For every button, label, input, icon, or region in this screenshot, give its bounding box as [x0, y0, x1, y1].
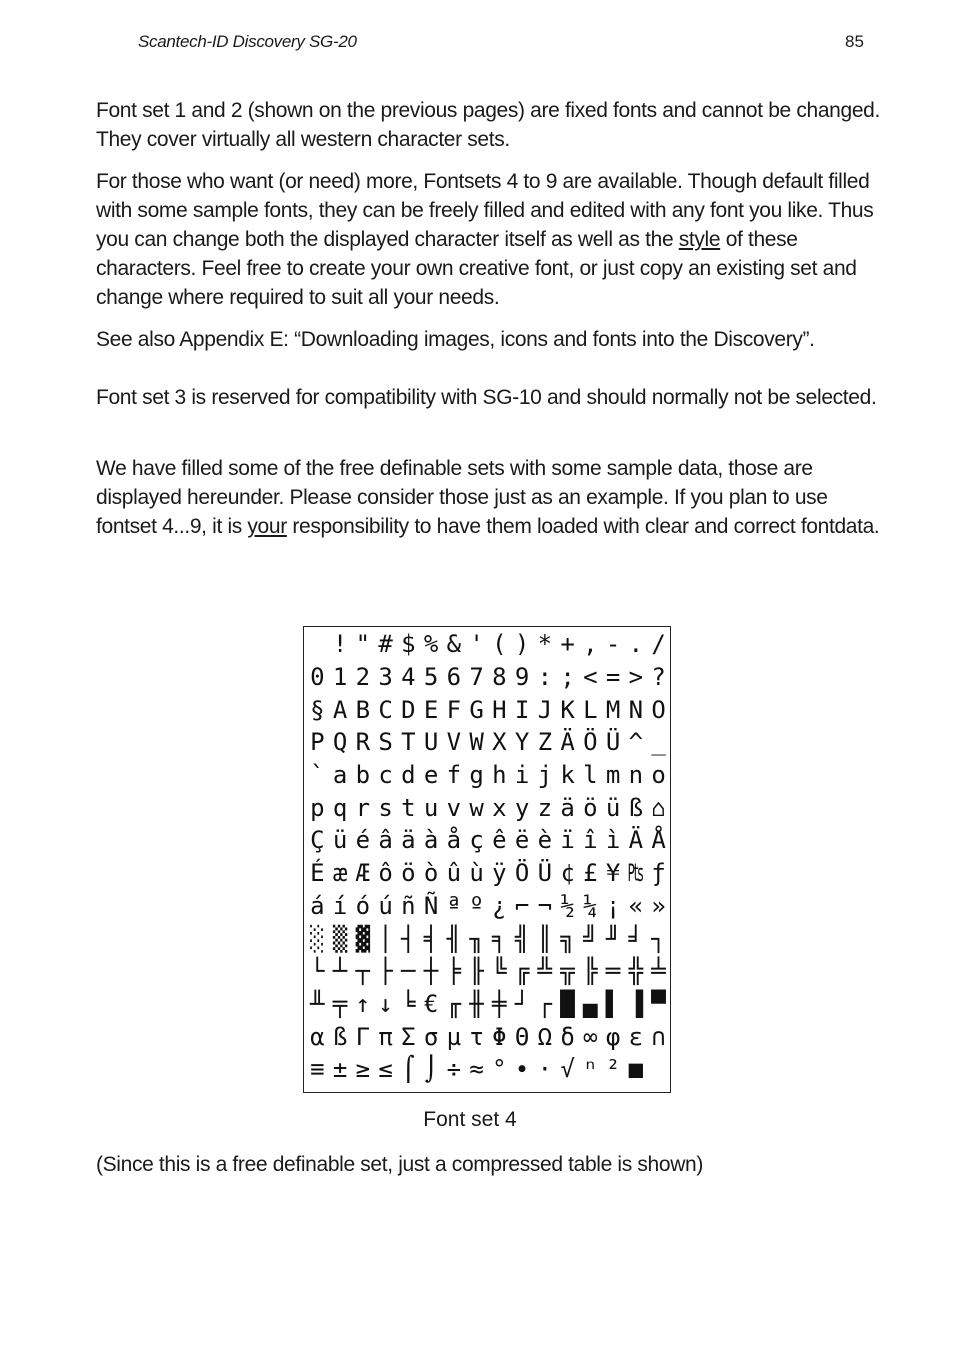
font-glyph: ï — [560, 826, 575, 855]
font-glyph: ≥ — [355, 1055, 371, 1084]
font-glyph: ╦ — [560, 957, 575, 986]
font-glyph: ñ — [401, 891, 416, 920]
font-glyph: σ — [423, 1022, 439, 1051]
font-glyph: ε — [628, 1022, 644, 1051]
font-glyph: j — [537, 761, 553, 790]
font-glyph: Ö — [514, 859, 530, 888]
font-glyph: W — [469, 728, 484, 757]
font-glyph: x — [492, 793, 507, 822]
font-glyph: ═ — [605, 957, 621, 986]
font-glyph: ¬ — [537, 891, 553, 920]
font-table-row — [306, 955, 670, 988]
font-glyph: φ — [605, 1022, 621, 1051]
font-glyph: > — [628, 663, 644, 692]
font-table-row — [306, 922, 670, 955]
font-glyph: = — [605, 663, 621, 692]
font-glyph: D — [401, 695, 416, 724]
font-glyph: 7 — [469, 663, 484, 692]
font-glyph: ╜ — [605, 924, 621, 953]
font-glyph: z — [537, 793, 553, 822]
font-glyph: € — [423, 989, 439, 1018]
font-glyph: τ — [469, 1022, 484, 1051]
font-glyph: ÷ — [446, 1055, 462, 1084]
font-glyph: V — [446, 728, 462, 757]
font-glyph: r — [355, 793, 371, 822]
font-glyph: │ — [378, 924, 393, 953]
font-glyph: I — [514, 695, 530, 724]
font-glyph: ) — [514, 630, 530, 659]
font-glyph: ├ — [378, 957, 393, 986]
font-glyph: S — [378, 728, 393, 757]
font-glyph: : — [537, 663, 553, 692]
font-glyph: ü — [332, 826, 348, 855]
font-glyph: ± — [332, 1055, 348, 1084]
font-table-row — [306, 890, 670, 923]
font-glyph: d — [401, 761, 416, 790]
font-glyph: m — [605, 761, 621, 790]
font-glyph: t — [401, 793, 416, 822]
font-glyph: ? — [651, 663, 666, 692]
font-glyph: k — [560, 761, 575, 790]
font-glyph: ó — [355, 891, 371, 920]
font-glyph: ↓ — [378, 989, 393, 1018]
font-glyph: ⌂ — [651, 793, 666, 822]
font-glyph: ⌡ — [423, 1055, 439, 1084]
font-glyph: ╓ — [446, 989, 462, 1018]
font-glyph: U — [423, 728, 439, 757]
font-glyph: ╕ — [492, 924, 507, 953]
font-glyph: h — [492, 761, 507, 790]
font-glyph: f — [446, 761, 462, 790]
font-glyph: P — [310, 728, 325, 757]
font-glyph: ∞ — [583, 1022, 598, 1051]
font-glyph: ° — [492, 1055, 507, 1084]
font-glyph: Ç — [310, 826, 325, 855]
font-glyph: 8 — [492, 663, 507, 692]
font-glyph: 3 — [378, 663, 393, 692]
font-glyph: · — [537, 1055, 553, 1084]
font-glyph: < — [583, 663, 598, 692]
font-glyph: ┤ — [401, 924, 416, 953]
font-glyph: ▓ — [355, 924, 371, 953]
font-glyph: ≈ — [469, 1055, 484, 1084]
font-glyph: ╖ — [469, 924, 484, 953]
font-glyph: . — [628, 630, 644, 659]
font-glyph: ß — [332, 1022, 348, 1051]
font-glyph: ô — [378, 859, 393, 888]
font-glyph: ╚ — [492, 957, 507, 986]
font-glyph: ↑ — [355, 989, 371, 1018]
font-glyph: H — [492, 695, 507, 724]
font-glyph: ∩ — [651, 1022, 666, 1051]
font-glyph: ¼ — [583, 891, 598, 920]
font-glyph: ( — [492, 630, 507, 659]
font-table-row — [306, 1020, 670, 1053]
font-glyph: ┴ — [332, 957, 348, 986]
font-glyph: ┘ — [514, 989, 530, 1018]
font-glyph: è — [537, 826, 553, 855]
font-glyph: ▒ — [332, 924, 348, 953]
paragraph-sample-data — [96, 454, 886, 541]
font-glyph: ╧ — [651, 957, 666, 986]
font-glyph: g — [469, 761, 484, 790]
font-glyph: Ñ — [423, 891, 439, 920]
font-glyph: + — [560, 630, 575, 659]
font-glyph: ₧ — [628, 859, 644, 888]
font-glyph: ╬ — [628, 957, 644, 986]
font-glyph: - — [605, 630, 621, 659]
font-glyph: ü — [605, 793, 621, 822]
font-glyph: L — [583, 695, 598, 724]
font-glyph: á — [310, 891, 325, 920]
font-glyph: 4 — [401, 663, 416, 692]
font-table-row — [306, 628, 670, 661]
font-glyph: Y — [514, 728, 530, 757]
font-glyph: π — [378, 1022, 393, 1051]
font-glyph: ▀ — [651, 989, 666, 1018]
font-glyph: Ω — [537, 1022, 553, 1051]
font-table-row — [306, 988, 670, 1021]
underlined-your-word: your — [247, 515, 287, 538]
font-glyph: ¿ — [492, 891, 507, 920]
font-glyph: A — [332, 695, 348, 724]
font-glyph: * — [537, 630, 553, 659]
font-glyph: # — [378, 630, 393, 659]
font-glyph: % — [423, 630, 439, 659]
font-glyph: ╠ — [583, 957, 598, 986]
font-glyph: _ — [651, 728, 666, 757]
font-glyph: « — [628, 891, 644, 920]
font-glyph: Φ — [492, 1022, 507, 1051]
font-glyph: § — [310, 695, 325, 724]
underlined-style-word: style — [678, 228, 721, 251]
font-glyph: 0 — [310, 663, 325, 692]
font-glyph: ^ — [628, 728, 644, 757]
font-glyph: u — [423, 793, 439, 822]
font-glyph: ■ — [628, 1055, 644, 1084]
font-glyph: N — [628, 695, 644, 724]
font-glyph: Ü — [537, 859, 553, 888]
table-caption: Font set 4 — [423, 1108, 517, 1131]
header-manual-title: Scantech-ID Discovery SG-20 — [138, 32, 357, 51]
font-glyph: ╪ — [492, 989, 507, 1018]
font-glyph: ê — [492, 826, 507, 855]
font-glyph: ┌ — [537, 989, 553, 1018]
font-glyph: ░ — [310, 924, 325, 953]
font-glyph: Ü — [605, 728, 621, 757]
font-glyph: ⌠ — [401, 1055, 416, 1084]
font-glyph: w — [469, 793, 484, 822]
page-number: 85 — [845, 32, 864, 51]
font-glyph — [306, 628, 329, 660]
paragraph-text: For those who want (or need) more, Fontsets 4 to 9 are available. Though default filled with some sample fonts, they can be freely filled and edited with any font you like. Thus you can change both the displayed character itself as well as the — [96, 170, 874, 251]
font-table-row — [306, 857, 670, 890]
font-glyph: K — [560, 695, 575, 724]
font-glyph: ß — [628, 793, 644, 822]
font-set-4-table — [303, 626, 671, 1093]
font-glyph: v — [446, 793, 462, 822]
font-glyph: 9 — [514, 663, 530, 692]
font-glyph: ─ — [401, 957, 416, 986]
font-glyph: º — [469, 891, 484, 920]
font-glyph: ` — [310, 761, 325, 790]
font-glyph: ÿ — [492, 859, 507, 888]
font-glyph: ò — [423, 859, 439, 888]
font-glyph: " — [355, 630, 371, 659]
font-glyph: √ — [560, 1055, 575, 1084]
font-glyph: é — [355, 826, 371, 855]
font-glyph: ∙ — [514, 1055, 530, 1084]
font-glyph: ╢ — [446, 924, 462, 953]
font-glyph — [647, 1053, 670, 1085]
font-table-row — [306, 824, 670, 857]
font-glyph: J — [537, 695, 553, 724]
font-glyph: E — [423, 695, 439, 724]
font-glyph: ≤ — [378, 1055, 393, 1084]
table-note: (Since this is a free definable set, just a compressed table is shown) — [96, 1153, 703, 1176]
font-glyph: p — [310, 793, 325, 822]
font-glyph: y — [514, 793, 530, 822]
font-glyph: ¥ — [605, 859, 621, 888]
font-glyph: » — [651, 891, 666, 920]
font-glyph: ö — [401, 859, 416, 888]
font-glyph: ¡ — [605, 891, 621, 920]
font-glyph: ╫ — [469, 989, 484, 1018]
font-glyph: █ — [560, 989, 575, 1018]
font-glyph: n — [628, 761, 644, 790]
font-glyph: 5 — [423, 663, 439, 692]
font-glyph: Q — [332, 728, 348, 757]
font-glyph: ╩ — [537, 957, 553, 986]
paragraph-text: responsibility to have them loaded with clear and correct fontdata. — [286, 515, 880, 538]
font-glyph: Σ — [401, 1022, 416, 1051]
font-glyph: ² — [605, 1055, 621, 1084]
paragraph-fixed-fonts: Font set 1 and 2 (shown on the previous pages) are fixed fonts and cannot be changed. They cover virtually all western character sets. — [96, 99, 880, 151]
font-glyph: e — [423, 761, 439, 790]
font-glyph: O — [651, 695, 666, 724]
font-glyph: Æ — [355, 859, 371, 888]
font-glyph: É — [310, 859, 325, 888]
font-glyph: ë — [514, 826, 530, 855]
font-glyph: $ — [401, 630, 416, 659]
font-glyph: b — [355, 761, 371, 790]
font-glyph: ⁿ — [583, 1055, 598, 1084]
font-glyph: & — [446, 630, 462, 659]
font-glyph: à — [423, 826, 439, 855]
font-glyph: ╝ — [583, 924, 598, 953]
font-table-row — [306, 693, 670, 726]
font-glyph: s — [378, 793, 393, 822]
font-glyph: â — [378, 826, 393, 855]
font-glyph: ; — [560, 663, 575, 692]
font-glyph: T — [401, 728, 416, 757]
font-glyph: Ä — [560, 728, 575, 757]
font-glyph: X — [492, 728, 507, 757]
font-glyph: ƒ — [651, 859, 666, 888]
font-glyph: ┼ — [423, 957, 439, 986]
font-glyph: ì — [605, 826, 621, 855]
font-glyph: ù — [469, 859, 484, 888]
font-glyph: Θ — [514, 1022, 530, 1051]
font-glyph: Z — [537, 728, 553, 757]
paragraph-text: We have filled some of the free definable sets with some sample data, those are displayed hereunder. Please consider those just as an example. If you plan to use fontset 4...9, it is — [96, 457, 828, 538]
font-glyph: ▌ — [605, 989, 621, 1018]
font-glyph: , — [583, 630, 598, 659]
font-glyph: Γ — [355, 1022, 371, 1051]
font-glyph: R — [355, 728, 371, 757]
font-glyph: û — [446, 859, 462, 888]
font-glyph: M — [605, 695, 621, 724]
font-glyph: ╟ — [469, 957, 484, 986]
font-table-row — [306, 726, 670, 759]
paragraph-font-set-3: Font set 3 is reserved for compatibility with SG-10 and should normally not be selected. — [96, 386, 877, 409]
font-glyph: ª — [446, 891, 462, 920]
font-glyph: ╘ — [401, 989, 416, 1018]
font-glyph: ä — [401, 826, 416, 855]
font-glyph: C — [378, 695, 393, 724]
font-glyph: o — [651, 761, 666, 790]
font-glyph: l — [583, 761, 598, 790]
font-glyph: ö — [583, 793, 598, 822]
font-glyph: ' — [469, 630, 484, 659]
font-glyph: G — [469, 695, 484, 724]
font-glyph: └ — [310, 957, 325, 986]
font-glyph: 6 — [446, 663, 462, 692]
font-glyph: ╤ — [332, 989, 348, 1018]
font-glyph: ╡ — [423, 924, 439, 953]
paragraph-text: of these characters. Feel free to create your own creative font, or just copy an existing set and change where required to suit all your needs. — [96, 228, 857, 309]
font-glyph: a — [332, 761, 348, 790]
font-glyph: ▐ — [628, 989, 644, 1018]
font-glyph: ╛ — [628, 924, 644, 953]
font-glyph: ! — [332, 630, 348, 659]
font-glyph: ╞ — [446, 957, 462, 986]
font-glyph: ⌐ — [514, 891, 530, 920]
font-glyph: î — [583, 826, 598, 855]
font-glyph: 1 — [332, 663, 348, 692]
font-glyph: ┐ — [651, 924, 666, 953]
font-glyph: ¢ — [560, 859, 575, 888]
font-glyph: ▄ — [583, 989, 598, 1018]
font-glyph: ╗ — [560, 924, 575, 953]
font-glyph: ║ — [537, 924, 553, 953]
font-glyph: í — [332, 891, 348, 920]
font-glyph: ╔ — [514, 957, 530, 986]
font-glyph: α — [310, 1022, 325, 1051]
font-glyph: / — [651, 630, 666, 659]
font-glyph: Ö — [583, 728, 598, 757]
font-table-row — [306, 1053, 670, 1086]
font-glyph: ç — [469, 826, 484, 855]
font-glyph: å — [446, 826, 462, 855]
font-table-row — [306, 759, 670, 792]
font-glyph: q — [332, 793, 348, 822]
font-glyph: Å — [651, 826, 666, 855]
font-glyph: £ — [583, 859, 598, 888]
font-glyph: ú — [378, 891, 393, 920]
font-glyph: δ — [560, 1022, 575, 1051]
font-glyph: c — [378, 761, 393, 790]
font-glyph: F — [446, 695, 462, 724]
paragraph-fontsets-available — [96, 167, 886, 312]
font-glyph: ╨ — [310, 989, 325, 1018]
font-glyph: Ä — [628, 826, 644, 855]
font-glyph: B — [355, 695, 371, 724]
font-glyph: æ — [332, 859, 348, 888]
font-glyph: 2 — [355, 663, 371, 692]
paragraph-see-appendix: See also Appendix E: “Downloading images, icons and fonts into the Discovery”. — [96, 328, 815, 351]
font-table-row — [306, 791, 670, 824]
font-glyph: ┬ — [355, 957, 371, 986]
font-glyph: ≡ — [310, 1055, 325, 1084]
font-glyph: i — [514, 761, 530, 790]
font-glyph: ½ — [560, 891, 575, 920]
font-table-row — [306, 661, 670, 694]
font-glyph: µ — [446, 1022, 462, 1051]
font-glyph: ä — [560, 793, 575, 822]
font-glyph: ╣ — [514, 924, 530, 953]
